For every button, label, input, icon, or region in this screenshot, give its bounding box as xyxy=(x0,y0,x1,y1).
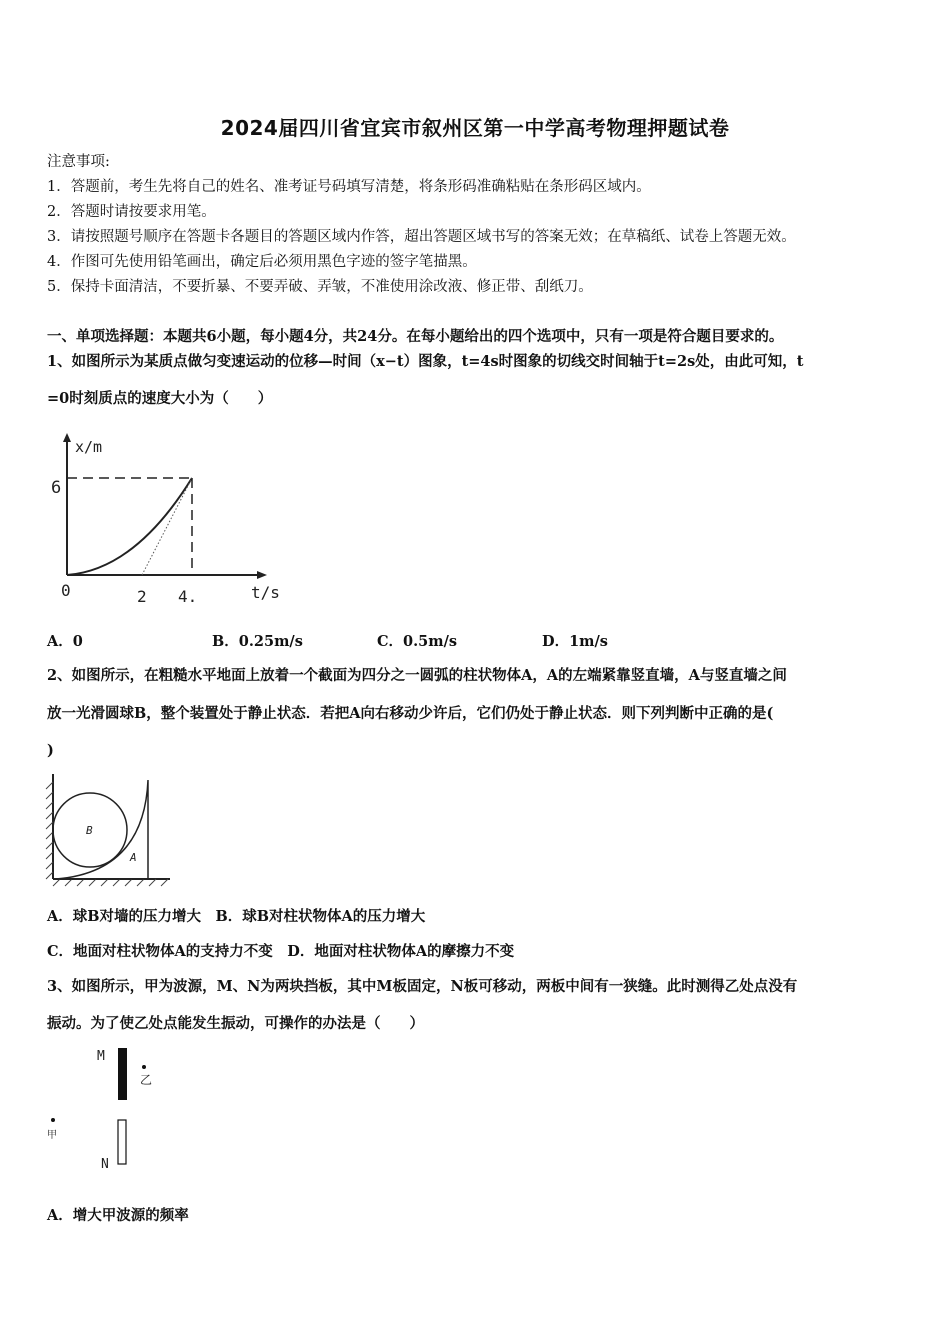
y-axis-arrow xyxy=(63,433,71,442)
q1-option-a[interactable]: A．0 xyxy=(47,633,83,650)
source-jia-label: 甲 xyxy=(47,1130,57,1141)
ground-hatching xyxy=(53,879,168,886)
question-2-figure xyxy=(44,772,174,887)
section-heading: 一、单项选择题：本题共6小题，每小题4分，共24分。在每小题给出的四个选项中，只有一项是符合题目要求的。 xyxy=(47,328,784,345)
plate-m-label: M xyxy=(97,1049,105,1064)
question-2-text: 2、如图所示，在粗糙水平地面上放着一个截面为四分之一圆弧的柱状物体A，A的左端紧靠竖直墙，A与竖直墙之间 xyxy=(47,667,787,684)
question-1-text: 1、如图所示为某质点做匀变速运动的位移—时间（x−t）图象，t=4s时图象的切线交时间轴于t=2s处，由此可知，t xyxy=(47,353,804,370)
origin-label: 0 xyxy=(61,581,71,600)
x-tick-label: 4. xyxy=(178,587,198,606)
wall-hatching xyxy=(46,782,53,879)
x-axis-label: t/s xyxy=(251,583,280,602)
block-a-label: A xyxy=(130,851,137,864)
question-1-text-cont: =0时刻质点的速度大小为（ ） xyxy=(47,390,273,407)
q2-options-row-1[interactable]: A．球B对墙的压力增大 B．球B对柱状物体A的压力增大 xyxy=(47,908,426,925)
notice-item: 3．请按照题号顺序在答题卡各题目的答题区域内作答，超出答题区域书写的答案无效；在草稿纸、试卷上答题无效。 xyxy=(47,229,796,245)
question-2-text-end: ) xyxy=(47,742,54,759)
notice-item: 4．作图可先使用铅笔画出，确定后必须用黑色字迹的签字笔描黑。 xyxy=(47,254,477,270)
point-yi-label: 乙 xyxy=(140,1073,153,1087)
question-3-figure xyxy=(44,1042,174,1177)
question-3-text-cont: 振动。为了使乙处点能发生振动，可操作的办法是（ ） xyxy=(47,1015,424,1032)
notice-item: 1．答题前，考生先将自己的姓名、准考证号码填写清楚，将条形码准确粘贴在条形码区域内。 xyxy=(47,179,651,195)
q3-option-a[interactable]: A．增大甲波源的频率 xyxy=(47,1207,189,1224)
source-jia-dot xyxy=(51,1118,55,1122)
x-tick-label: 2 xyxy=(137,587,147,606)
q1-option-b[interactable]: B．0.25m/s xyxy=(212,633,303,650)
plate-m xyxy=(118,1048,127,1100)
tangent-line xyxy=(142,478,192,575)
q2-options-row-2[interactable]: C．地面对柱状物体A的支持力不变 D．地面对柱状物体A的摩擦力不变 xyxy=(47,943,515,960)
ball-b-label: B xyxy=(86,824,93,837)
plate-n-label: N xyxy=(101,1157,109,1172)
y-tick-label: 6 xyxy=(51,478,62,498)
q1-option-d[interactable]: D．1m/s xyxy=(542,633,608,650)
notice-item: 2．答题时请按要求用笔。 xyxy=(47,204,216,220)
plate-n xyxy=(118,1120,126,1164)
question-1-graph xyxy=(45,430,305,615)
page-title: 2024届四川省宜宾市叙州区第一中学高考物理押题试卷 xyxy=(220,116,730,140)
notice-item: 5．保持卡面清洁，不要折暴、不要弄破、弄皱，不准使用涂改液、修正带、刮纸刀。 xyxy=(47,279,593,295)
y-axis-label: x/m xyxy=(75,438,103,456)
q1-option-c[interactable]: C．0.5m/s xyxy=(377,633,458,650)
position-curve xyxy=(67,478,192,575)
x-axis-arrow xyxy=(257,571,267,579)
question-3-text: 3、如图所示，甲为波源，M、N为两块挡板，其中M板固定，N板可移动，两板中间有一狭缝。此时测得乙处点没有 xyxy=(47,978,798,995)
point-yi-dot xyxy=(142,1065,146,1069)
notice-heading: 注意事项: xyxy=(47,154,110,170)
question-2-text-cont: 放一光滑圆球B，整个装置处于静止状态．若把A向右移动少许后，它们仍处于静止状态．则下列判断中正确的是( xyxy=(47,705,774,722)
